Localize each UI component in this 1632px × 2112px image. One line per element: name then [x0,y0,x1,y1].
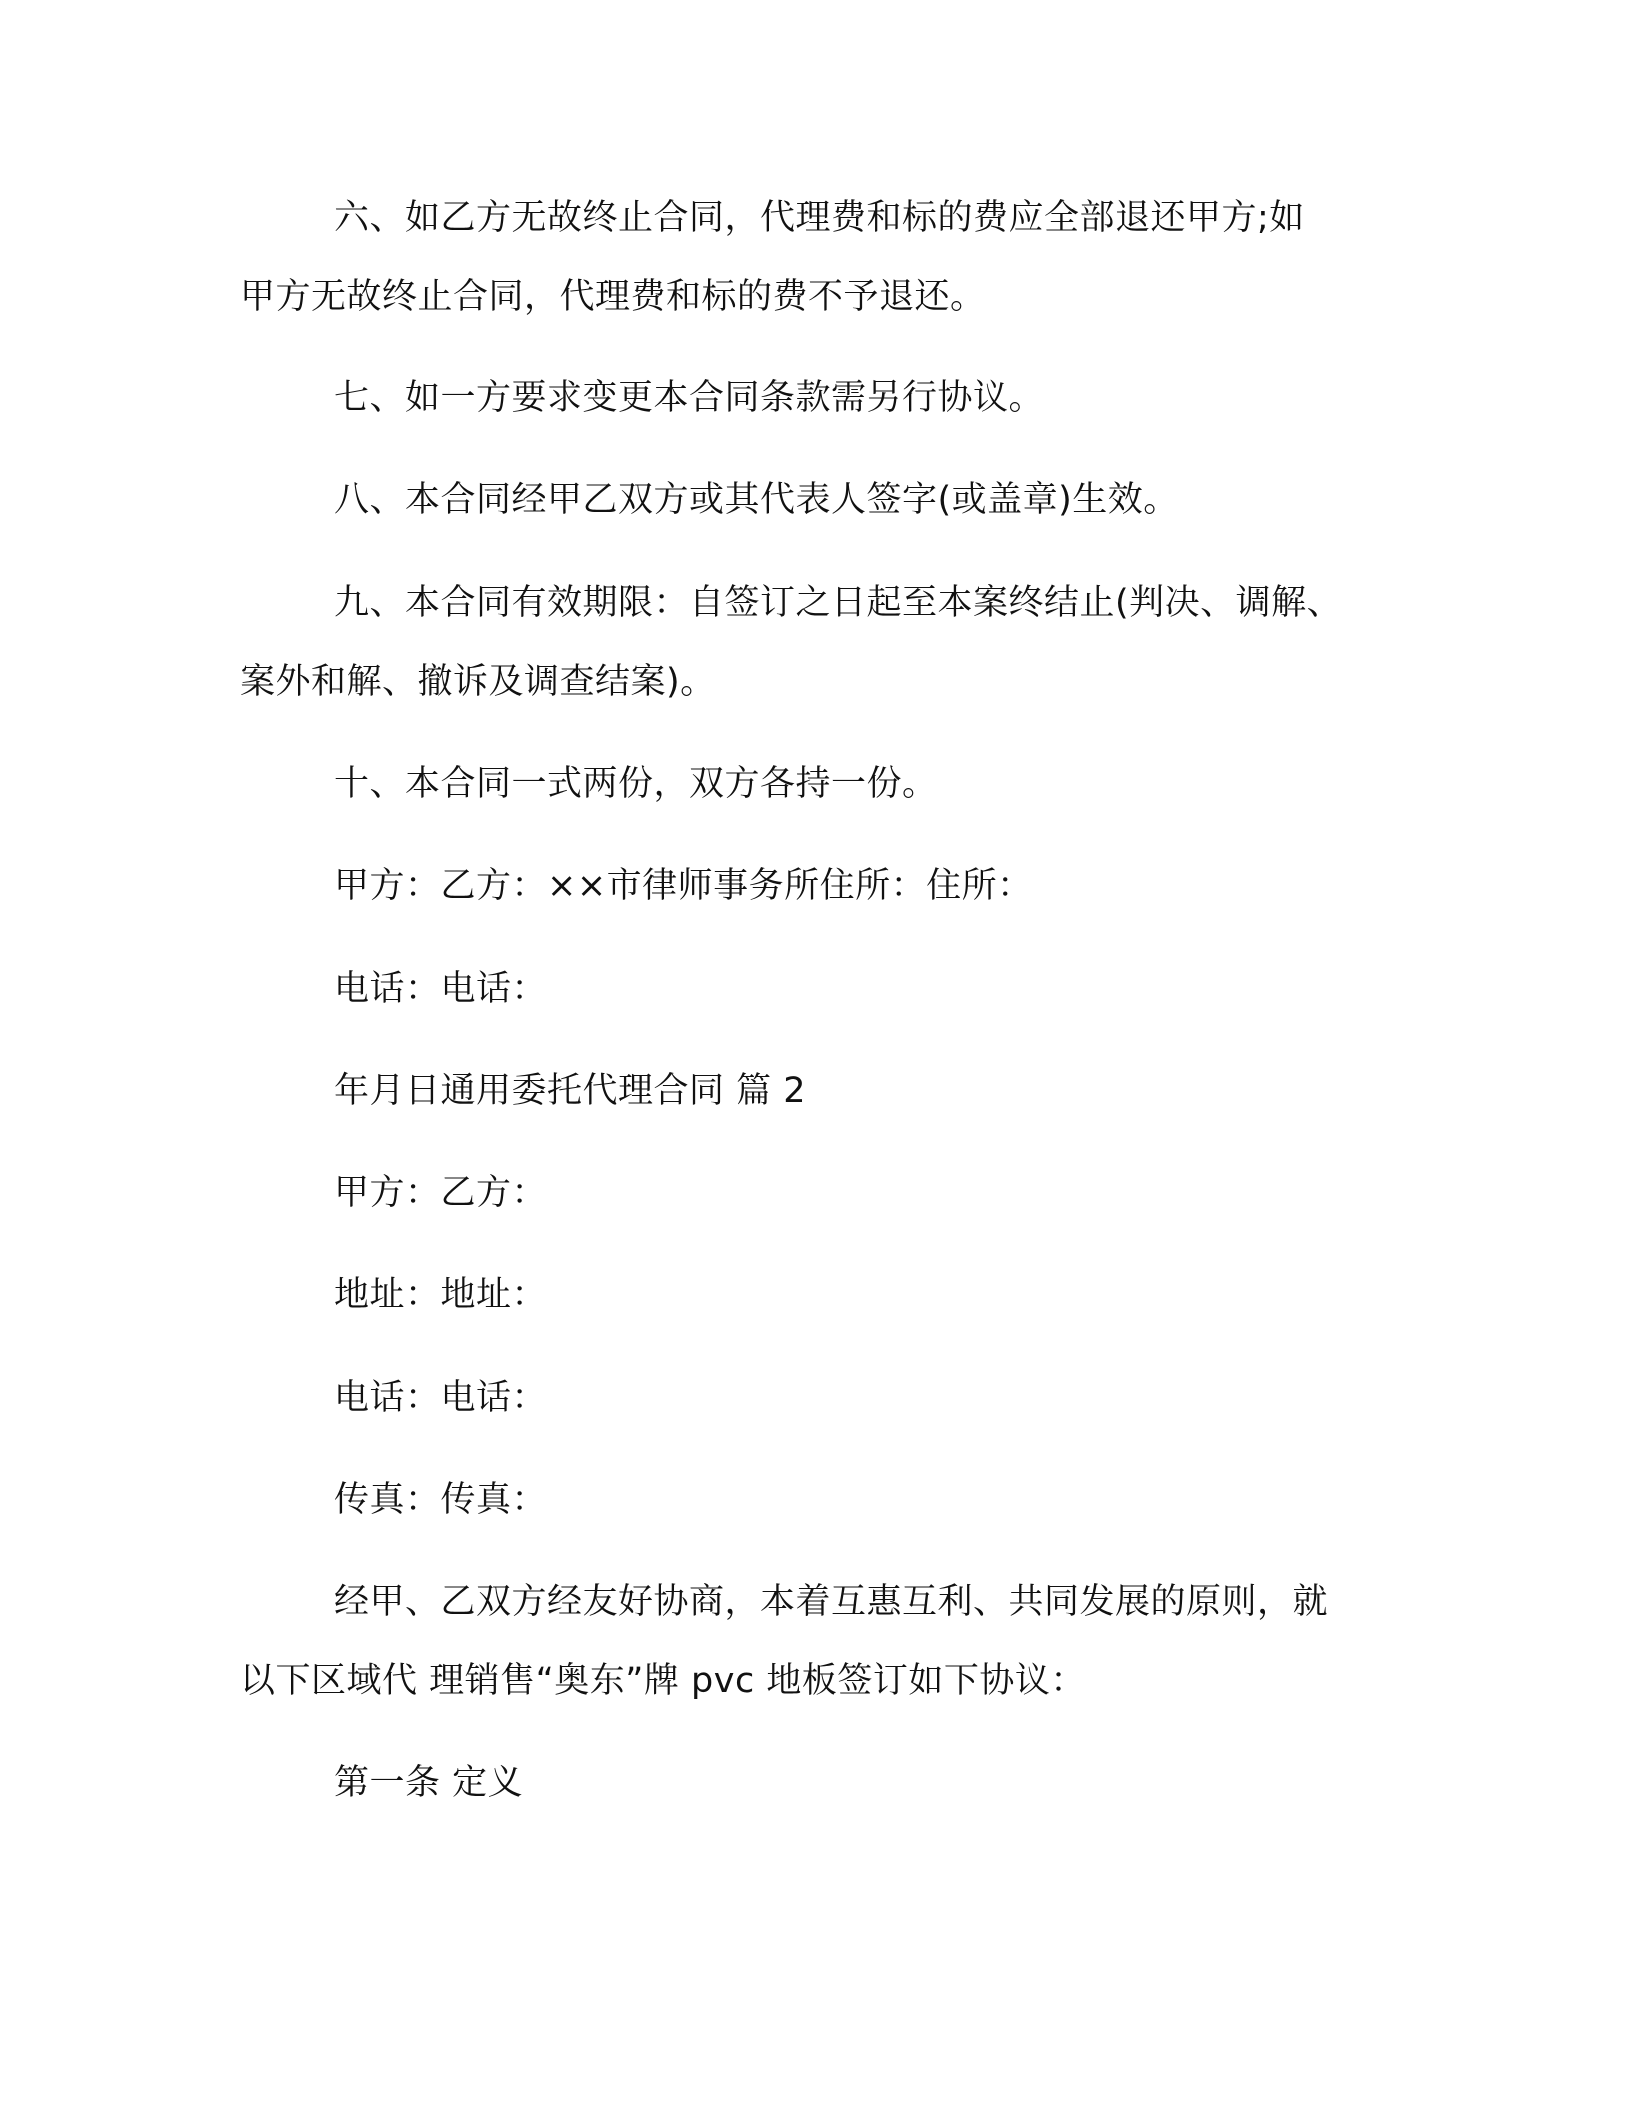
contract-2-title: 年月日通用委托代理合同 篇 2 [334,1071,807,1111]
clause-9-line-1: 九、本合同有效期限：自签订之日起至本案终结止(判决、调解、 [334,583,1343,623]
preamble-line-1: 经甲、乙双方经友好协商，本着互惠互利、共同发展的原则，就 [334,1582,1329,1622]
parties-address: 甲方：乙方：××市律师事务所住所：住所： [334,866,1033,906]
phone-2: 电话：电话： [334,1378,548,1418]
preamble-line-2: 以下区域代 理销售“奥东”牌 pvc 地板签订如下协议： [240,1661,1086,1701]
clause-6-line-1: 六、如乙方无故终止合同，代理费和标的费应全部退还甲方;如 [334,198,1305,238]
article-1-heading: 第一条 定义 [334,1763,524,1803]
phone-1: 电话：电话： [334,969,548,1009]
parties: 甲方：乙方： [334,1173,548,1213]
clause-9-line-2: 案外和解、撤诉及调查结案)。 [240,662,716,702]
fax: 传真：传真： [334,1480,548,1520]
clause-10: 十、本合同一式两份，双方各持一份。 [334,764,938,804]
clause-8: 八、本合同经甲乙双方或其代表人签字(或盖章)生效。 [334,480,1179,520]
clause-6-line-2: 甲方无故终止合同，代理费和标的费不予退还。 [240,277,986,317]
address: 地址：地址： [334,1275,548,1315]
clause-7: 七、如一方要求变更本合同条款需另行协议。 [334,378,1045,418]
